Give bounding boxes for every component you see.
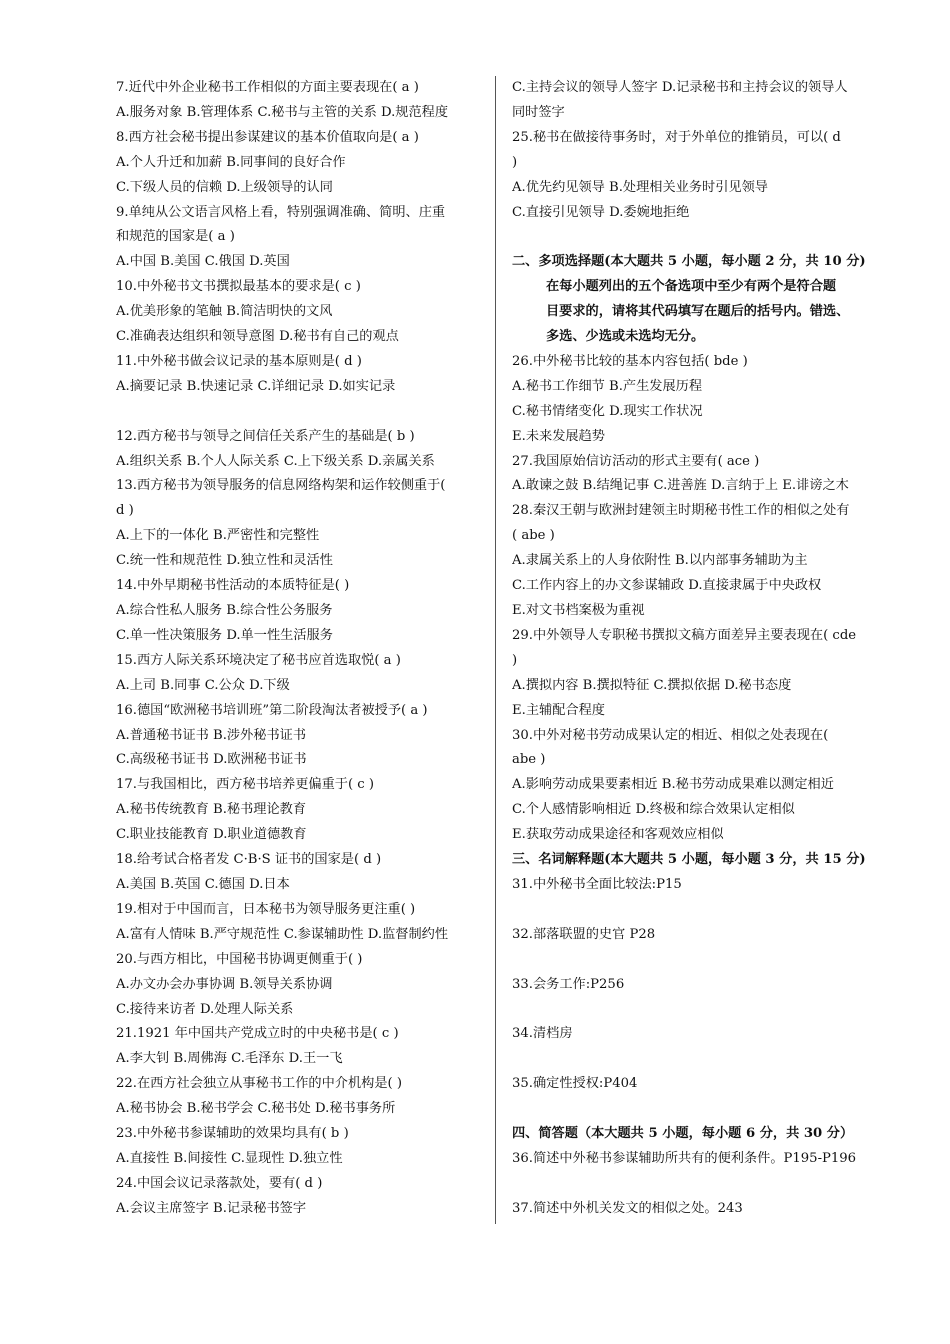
text-line: A.会议主席签字 B.记录秘书签字 — [116, 1200, 307, 1216]
text-line: A.组织关系 B.个人人际关系 C.上下级关系 D.亲属关系 — [116, 453, 435, 469]
text-line: A.影响劳动成果要素相近 B.秘书劳动成果难以测定相近 — [512, 777, 834, 793]
text-line: 同时签字 — [512, 104, 565, 120]
text-line: 34.清档房 — [512, 1026, 573, 1042]
text-line: A.李大钊 B.周佛海 C.毛泽东 D.王一飞 — [116, 1051, 343, 1067]
text-line: 9.单纯从公文语言风格上看，特别强调准确、简明、庄重 — [116, 204, 446, 220]
text-line: 33.会务工作:P256 — [512, 976, 625, 992]
text-line: 27.我国原始信访活动的形式主要有( ace ) — [512, 453, 760, 469]
text-line: 20.与西方相比，中国秘书协调更侧重于( ) — [116, 951, 363, 967]
text-line: A.中国 B.美国 C.俄国 D.英国 — [116, 254, 290, 270]
text-line: 35.确定性授权:P404 — [512, 1076, 638, 1092]
text-line: A.隶属关系上的人身依附性 B.以内部事务辅助为主 — [512, 553, 808, 569]
text-line: A.上下的一体化 B.严密性和完整性 — [116, 528, 320, 544]
text-line: C.主持会议的领导人签字 D.记录秘书和主持会议的领导人 — [512, 80, 848, 95]
text-line: 30.中外对秘书劳动成果认定的相近、相似之处表现在( — [512, 727, 829, 743]
text-line: A.富有人情味 B.严守规范性 C.参谋辅助性 D.监督制约性 — [116, 926, 449, 942]
text-line: 32.部落联盟的史官 P28 — [512, 926, 656, 942]
blank-line — [512, 948, 878, 973]
text-line: C.接待来访者 D.处理人际关系 — [116, 1001, 294, 1017]
text-line: A.服务对象 B.管理体系 C.秘书与主管的关系 D.规范程度 — [116, 104, 449, 120]
text-line: 28.秦汉王朝与欧洲封建领主时期秘书性工作的相似之处有 — [512, 503, 850, 519]
text-line: 19.相对于中国而言，日本秘书为领导服务更注重( ) — [116, 901, 416, 917]
text-line: 12.西方秘书与领导之间信任关系产生的基础是( b ) — [116, 428, 415, 444]
text-line: 26.中外秘书比较的基本内容包括( bde ) — [512, 353, 748, 369]
section-heading: 二、多项选择题(本大题共 5 小题，每小题 2 分，共 10 分) — [512, 254, 866, 270]
text-line: ) — [512, 652, 518, 668]
text-line: C.个人感情影响相近 D.终极和综合效果认定相似 — [512, 802, 795, 818]
text-line: C.秘书情绪变化 D.现实工作状况 — [512, 403, 703, 419]
section-instruction: 在每小题列出的五个备选项中至少有两个是符合题 — [546, 279, 837, 295]
blank-line — [512, 1172, 878, 1197]
text-line: A.美国 B.英国 C.德国 D.日本 — [116, 876, 290, 892]
right-column — [512, 76, 878, 1222]
section-heading: 三、名词解释题(本大题共 5 小题，每小题 3 分，共 15 分) — [512, 852, 866, 868]
column-divider — [495, 76, 496, 1224]
text-line: E.对文书档案极为重视 — [512, 603, 645, 619]
blank-line — [512, 898, 878, 923]
text-line: 36.简述中外秘书参谋辅助所共有的便利条件。P195-P196 — [512, 1150, 857, 1166]
text-line: A.撰拟内容 B.撰拟特征 C.撰拟依据 D.秘书态度 — [512, 677, 792, 693]
text-line: C.高级秘书证书 D.欧洲秘书证书 — [116, 752, 307, 768]
text-line: abe ) — [512, 752, 546, 768]
blank-line — [116, 400, 478, 425]
blank-line — [512, 225, 878, 250]
text-line: A.敢谏之鼓 B.结绳记事 C.进善旌 D.言纳于上 E.诽谤之木 — [512, 478, 849, 494]
text-line: C.准确表达组织和领导意图 D.秘书有自己的观点 — [116, 329, 399, 345]
text-line: C.统一性和规范性 D.独立性和灵活性 — [116, 553, 333, 569]
text-line: 8.西方社会秘书提出参谋建议的基本价值取向是( a ) — [116, 129, 419, 145]
text-line: A.上司 B.同事 C.公众 D.下级 — [116, 677, 290, 693]
text-line: 14.中外早期秘书性活动的本质特征是( ) — [116, 578, 350, 594]
text-line: C.工作内容上的办文参谋辅政 D.直接隶属于中央政权 — [512, 578, 822, 594]
text-line: 15.西方人际关系环境决定了秘书应首选取悦( a ) — [116, 652, 401, 668]
text-line: ) — [512, 154, 518, 170]
text-line: A.优先约见领导 B.处理相关业务时引见领导 — [512, 179, 768, 195]
text-line: A.优美形象的笔触 B.简洁明快的文风 — [116, 304, 333, 320]
section-heading: 四、简答题（本大题共 5 小题，每小题 6 分，共 30 分） — [512, 1125, 854, 1141]
text-line: E.主辅配合程度 — [512, 702, 605, 718]
text-line: A.秘书传统教育 B.秘书理论教育 — [116, 802, 307, 818]
section-instruction: 多选、少选或未选均无分。 — [546, 329, 705, 345]
text-line: 11.中外秘书做会议记录的基本原则是( d ) — [116, 353, 362, 369]
blank-line — [512, 997, 878, 1022]
text-line: C.直接引见领导 D.委婉地拒绝 — [512, 204, 690, 220]
text-line: A.秘书工作细节 B.产生发展历程 — [512, 378, 703, 394]
text-line: A.秘书协会 B.秘书学会 C.秘书处 D.秘书事务所 — [116, 1101, 396, 1117]
text-line: A.直接性 B.间接性 C.显现性 D.独立性 — [116, 1150, 343, 1166]
text-line: A.办文办会办事协调 B.领导关系协调 — [116, 976, 333, 992]
left-column — [116, 76, 478, 1222]
text-line: A.摘要记录 B.快速记录 C.详细记录 D.如实记录 — [116, 378, 396, 394]
text-line: d ) — [116, 503, 134, 519]
blank-line — [512, 1097, 878, 1122]
text-line: C.职业技能教育 D.职业道德教育 — [116, 827, 307, 843]
text-line: ( abe ) — [512, 528, 555, 544]
text-line: A.综合性私人服务 B.综合性公务服务 — [116, 603, 333, 619]
text-line: 29.中外领导人专职秘书撰拟文稿方面差异主要表现在( cde — [512, 627, 857, 643]
text-line: C.单一性决策服务 D.单一性生活服务 — [116, 627, 333, 643]
text-line: 22.在西方社会独立从事秘书工作的中介机构是( ) — [116, 1076, 403, 1092]
text-line: 17.与我国相比，西方秘书培养更偏重于( c ) — [116, 777, 375, 793]
text-line: 23.中外秘书参谋辅助的效果均具有( b ) — [116, 1126, 349, 1142]
text-line: E.未来发展趋势 — [512, 428, 605, 444]
text-line: A.普通秘书证书 B.涉外秘书证书 — [116, 727, 307, 743]
text-line: 31.中外秘书全面比较法:P15 — [512, 876, 682, 892]
text-line: 37.简述中外机关发文的相似之处。243 — [512, 1200, 743, 1216]
text-line: C.下级人员的信赖 D.上级领导的认同 — [116, 179, 333, 195]
text-line: A.个人升迁和加薪 B.同事间的良好合作 — [116, 154, 346, 170]
section-instruction: 目要求的，请将其代码填写在题后的括号内。错选、 — [546, 304, 850, 320]
text-line: 7.近代中外企业秘书工作相似的方面主要表现在( a ) — [116, 80, 419, 95]
text-line: 10.中外秘书文书撰拟最基本的要求是( c ) — [116, 279, 361, 295]
text-line: 24.中国会议记录落款处，要有( d ) — [116, 1175, 323, 1191]
text-line: 16.德国“欧洲秘书培训班”第二阶段淘汰者被授予( a ) — [116, 702, 428, 718]
text-line: 13.西方秘书为领导服务的信息网络构架和运作较侧重于( — [116, 478, 446, 494]
text-line: 25.秘书在做接待事务时，对于外单位的推销员，可以( d — [512, 129, 841, 145]
blank-line — [512, 1047, 878, 1072]
text-line: E.获取劳动成果途径和客观效应相似 — [512, 827, 724, 843]
text-line: 和规范的国家是( a ) — [116, 229, 235, 245]
text-line: 21.1921 年中国共产党成立时的中央秘书是( c ) — [116, 1026, 399, 1042]
text-line: 18.给考试合格者发 C·B·S 证书的国家是( d ) — [116, 852, 382, 868]
